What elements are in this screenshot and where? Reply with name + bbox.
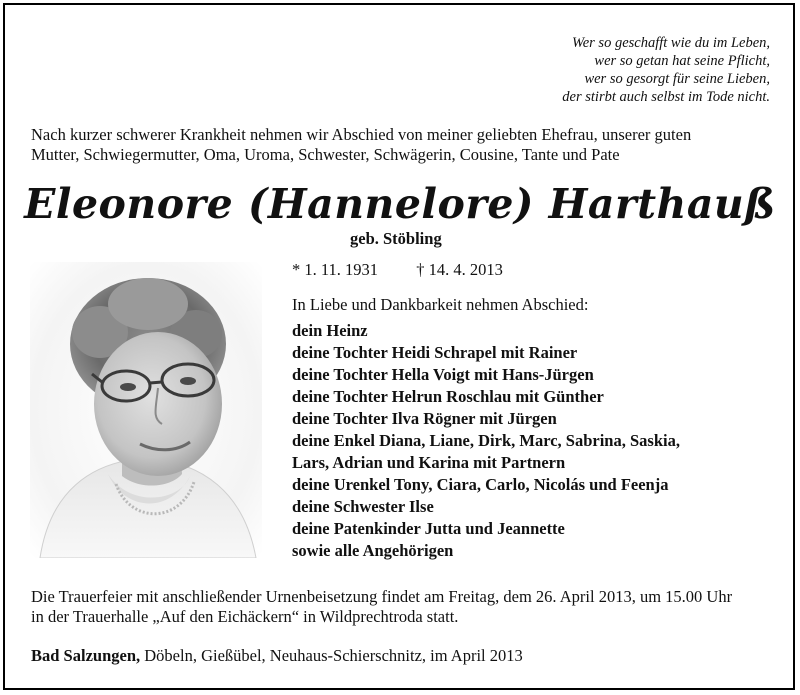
mourner-line: deine Urenkel Tony, Ciara, Carlo, Nicolás und Feenja (292, 475, 669, 494)
ceremony-line: in der Trauerhalle „Auf den Eichäckern“ in Wildprechtroda statt. (31, 607, 459, 626)
places-line (31, 646, 523, 666)
poem-line: wer so gesorgt für seine Lieben, (584, 71, 770, 87)
birth-date: * 1. 11. 1931 (292, 260, 379, 279)
places-rest: Döbeln, Gießübel, Neuhaus-Schierschnitz, im April 2013 (140, 646, 523, 665)
mourner-line: deine Tochter Heidi Schrapel mit Rainer (292, 343, 578, 362)
mourner-line: dein Heinz (292, 321, 368, 340)
mourner-line: deine Tochter Helrun Roschlau mit Günther (292, 387, 604, 406)
poem-line: der stirbt auch selbst im Tode nicht. (562, 89, 770, 105)
places-bold: Bad Salzungen, (31, 646, 141, 665)
death-date: † 14. 4. 2013 (416, 260, 503, 279)
mourner-line: Lars, Adrian und Karina mit Partnern (292, 453, 566, 472)
mourners-list (292, 320, 680, 562)
mourner-line: deine Schwester Ilse (292, 497, 434, 516)
life-dates (292, 260, 503, 280)
poem-line: Wer so geschafft wie du im Leben, (571, 35, 770, 51)
mourner-line: sowie alle Angehörigen (292, 541, 454, 560)
ceremony-text (31, 587, 776, 627)
mourner-line: deine Patenkinder Jutta und Jeannette (292, 519, 565, 538)
mourner-line: deine Enkel Diana, Liane, Dirk, Marc, Sabrina, Saskia, (292, 431, 680, 450)
intro-line: Nach kurzer schwerer Krankheit nehmen wir Abschied von meiner geliebten Ehefrau, unserer guten (31, 125, 692, 144)
mourner-line: deine Tochter Ilva Rögner mit Jürgen (292, 409, 557, 428)
mourners-intro: In Liebe und Dankbarkeit nehmen Abschied: (292, 295, 589, 314)
poem-line: wer so getan hat seine Pflicht, (594, 53, 770, 69)
deceased-name: Eleonore (Hannelore) Harthauß (24, 180, 776, 228)
intro-text (31, 125, 776, 165)
ceremony-line: Die Trauerfeier mit anschließender Urnenbeisetzung findet am Freitag, dem 26. April 2013, um 15.00 Uhr (31, 587, 733, 606)
intro-line: Mutter, Schwiegermutter, Oma, Uroma, Schwester, Schwägerin, Cousine, Tante und Pate (31, 145, 620, 164)
portrait-photo (30, 262, 262, 558)
maiden-name: geb. Stöbling (350, 229, 442, 248)
poem (470, 34, 770, 106)
mourner-line: deine Tochter Hella Voigt mit Hans-Jürgen (292, 365, 594, 384)
